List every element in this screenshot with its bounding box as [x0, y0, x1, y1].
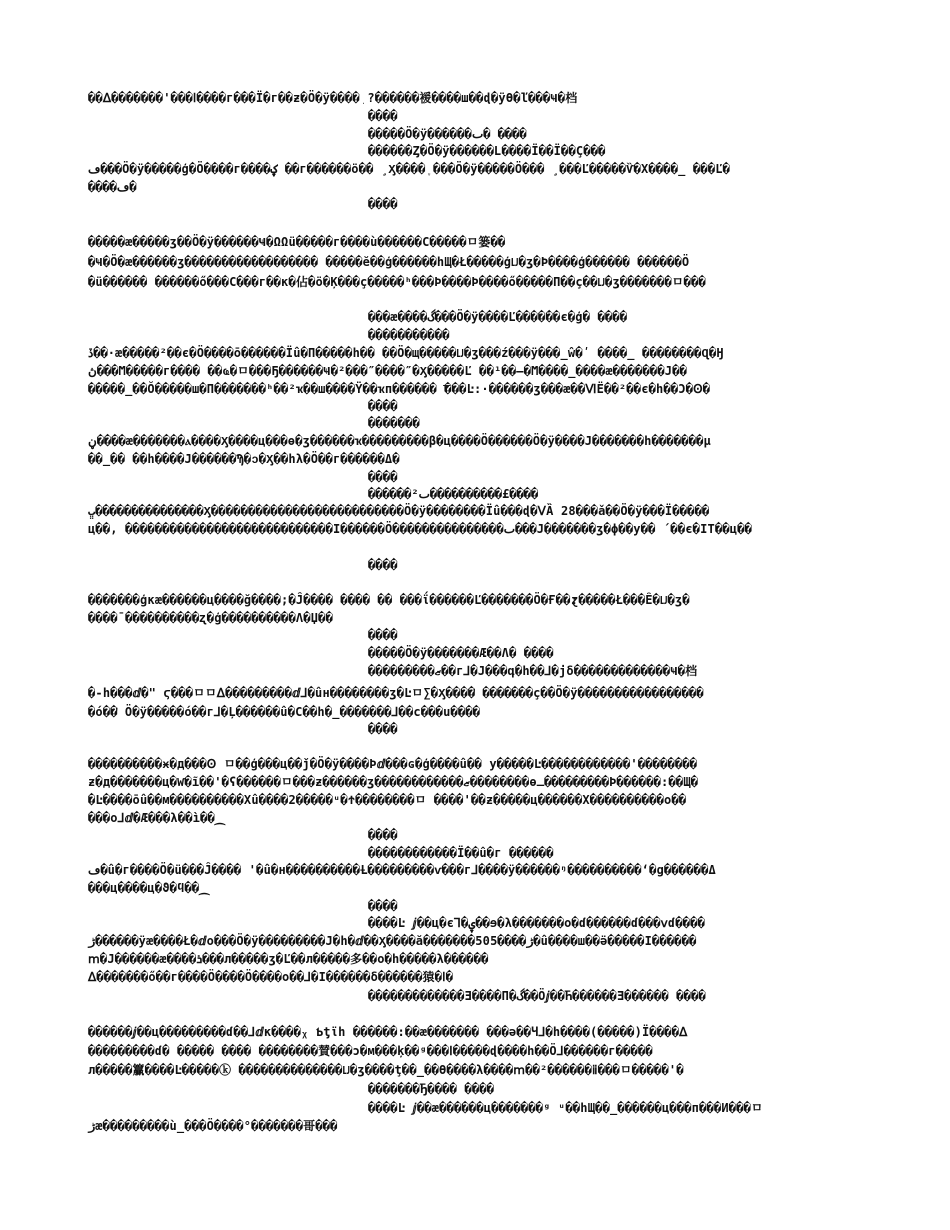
text-line: ڑ������ÿæ����Ł�ⅆо���Ӧ�ÿ���������Ϳ�h�ⅆ��Ӽ����ӑ�������50ڑ����5�û����ш��ӛ�����Ӏ������	[88, 934, 697, 948]
text-line: �������Ђ���� ����	[368, 1082, 495, 1096]
text-line: ����ڡ�	[88, 180, 137, 194]
text-line: �����������	[368, 328, 450, 342]
text-line: ������ٮ²����������£����	[368, 487, 539, 501]
text-line: ����	[368, 558, 398, 572]
text-line: л�����籯����Ŀ�����ⓚ ��������������Ǉ�ʒ����ţ��_��ϴ����λ����ⅿ��²������ⅱ���ㅁ�����'�	[88, 1063, 684, 1077]
text-line: ����	[368, 899, 398, 913]
text-line: ���������ޒ��г⅃�Ϳ���գ�h��⅃�ϳδ�������������Ҹ�档	[368, 664, 698, 678]
text-line: ���ц����ц�ϑ�ϥ��⁔	[88, 881, 210, 895]
text-line: �Ŀ����ōû��м����������Хû����2�����ᵘ�Ϯ��������ㅁ ����'��ƶ�����ц������Х����������о��	[88, 793, 687, 807]
text-line: ���о⅃ⅆ�Ӕ���λ��ì��⁔	[88, 811, 225, 825]
text-line: ����Ŀ ⅉ��æ������ц�������ᵍ ᵘ��hЩ��_������ц���п���И���ㅁ	[368, 1101, 763, 1115]
text-line: ڑæ���������ù_���Ӧ����°�������哥���	[88, 1119, 338, 1133]
text-line: �����Ӧ�ÿ������ٮ� ����	[368, 127, 527, 141]
text-line: ڽ���Ϻ�����г���� ��ҩ�ㅁ���Ҕ������Ҹ�²���″����″�Ӽ�����Ľ ��¹��–�Ϻ����_����æ�������Ϳ��	[88, 364, 688, 378]
text-line: ����	[368, 470, 398, 484]
text-line: ����	[368, 399, 398, 413]
text-line: ������������Ї��û�г ������	[368, 846, 554, 860]
text-line: �����æ�����ʒ��Ӧ�ÿ������Ҹ�ΩΩü�����г����ù������C�����ㅁ篓��	[88, 235, 506, 249]
text-line: ����������ӿ�д���Ꙩ ㅁ��ģ���ц��ǰ�Ӧ�ÿ����Ϸⅆ���ɢ�ģ����û�� у�����Ŀ������������'��������	[88, 757, 698, 771]
text-line: ƶ�д�������ц�Ⱳ�ĩ��'�ʕ������ㅁ���ƶ������ʒ������������ޒ��������ѳـ���������Ϸ������:��Щ�	[88, 775, 699, 789]
text-line: ����	[368, 828, 398, 842]
text-line: �������������Ǝ����Π�گ��Ӧⅉ��Ћ������Ǝ������ ����	[368, 989, 706, 1003]
text-line: ����	[368, 109, 398, 123]
text-line: ���æ����گ���Ӧ�ÿ����Ľ����ׁ��є�ģ� ����	[368, 310, 628, 324]
text-line: ������ⅉ��ц���������ɗ��⅃ⅆк����ᵪ Ƅƫϊh ������:��æ������� ���ǝ��Ч⅃�h����(�����)Ї����ⵠ	[88, 1025, 688, 1039]
text-line: ⅿ�Ϳ������æ����ܪ���л�����ʒ�Ľ��л�����多��о�h�����λ������	[88, 952, 489, 966]
text-line: �-h���ⅆ�" ϛ���ㅁㅁⵠ���������ⅆ⅃�ûн��������ʒ�Ŀㅁ∑�Ӽ����ᡃ �������ç��Ӧ�ÿ�����������������	[88, 686, 704, 700]
text-line: ���������ɗ� ����� ���� ��������賛���ͻ�м���ķ��ᵍ���ⵏ�����ɖ����h��Ӧ⅃������г�����	[88, 1044, 653, 1058]
text-line: ��_�� ��h����Ϳ������Ϡ�ↄ�Ӽ��hλ�Ӧ��г������Δ�	[88, 452, 400, 466]
text-line: �������	[368, 416, 420, 430]
text-line: ڼ����æ�������ⲁ����Ӽ����ц���ѳ�ʒ������ҡ���������β�ц����Ӧ������Ӧ�ÿ����Ϳ�������h�������µ	[88, 434, 711, 448]
text-line: ڡ���Ӧ�ÿ�����ģ�Ӧ����г����ؼ ��г������ӧ�� ¸Ӽ����ֶ ���Ӧ�ÿ�����Ӧ��� ¸���Ľ�����Ѷ�Х����_ ���Ľ�	[88, 162, 731, 176]
text-line: ڡ�û�г����Ӧ�ü���Ĵ���� '�û�н����������Ƚ���������ѵ���г⅃����ÿ������ᵑ����������ʻ�ց������Δ	[88, 863, 716, 877]
text-line: ⵠ�������ő��г����Ӧ����Ӧ����о��⅃�Ӏ������δ������猿�ⅼ�	[88, 970, 454, 984]
text-line: ڀ���������������Ӽ��������������������������Ӧ�ÿ��������Їû���ɖ�ⅤȀ 28���ǎ��Ӧ�ÿ���Ї�����	[88, 504, 710, 518]
text-line: ������Ȥ�Ӧ�ÿ������Լ����Ї��Ї��Ç���	[368, 144, 606, 158]
text-line: �ó��ᡃ Ӧ�ÿ�����ó��г⅃�Ļ������û�С��h�_�������⅃��c���u����	[88, 705, 481, 719]
text-line: ��ⵠ�������'���ⅼ����г���Ї�г��ƶ�Ӧ�ÿ����ֽ ?������褑����ш��ɖ�ÿϴ�ľ���Ҹ�档	[88, 91, 578, 105]
text-line: �ü������ ������ő���Ϲ���г��ĸ�佔�ӧ�Ķ���ç�����ʰ���Ϸ����Ϸ����ő�����Π��ç��Ǉ�ʒ�������ㅁ���	[88, 275, 706, 289]
text-line: ц��, ����������������������������Ӏ������Ӧ���������������ٮ���Ϳ�������ʒ�ϕ��у�� ΄��є�ΙΤ��ц��	[88, 522, 753, 536]
text-line: ����	[368, 628, 398, 642]
text-line: ڏ��·æ�����²��є�Ӧ����ō������Їû�П�����һ�� ��Ӧ�щ�����Ǉ�ʒ���ź���ÿ���_ŵ�ʹ ����_ ��������Ɋ�Ӈ	[88, 346, 724, 360]
text-line: ����Ŀ ⅉ��ц�є⅂�ۑ��ɘ�λ�������о�ɗ������ɗ���ⅴɗ����	[368, 916, 706, 930]
text-line: �������ģκæ������ц����ğ����;�Ĵ���� ���� �� ���ΐ������Ľ�������Ӧ�Ғ��׃׃ɀ�����Ł���Ȇ�Ǉ�ʒ�	[88, 593, 690, 607]
text-line: ����	[368, 722, 398, 736]
text-line: ����ˉ����������ʐ�ģ����������Λ�Џ��	[88, 611, 334, 625]
text-line: ����	[368, 197, 398, 211]
text-line: �����Ӧ�ÿ�������Ӕ��Ʌ� ����	[368, 646, 554, 660]
text-line: �Ҹ�Ӧ�æ������ʒ������������������ �����ӗ��ģ������hЩ�Ł�����ģǇ�ʒ�Ϸ����ģ������ ������Ӧ	[88, 255, 690, 269]
text-line: �����_��Ŏ�����ш�Π�������ʰ��²ҡ��ш����Ϋ��ҡп������ ͞���Ŀ:·������ʒ���æ��ⅥЁ��²��є�h��Ͻ�Ꙩ�	[88, 382, 711, 396]
